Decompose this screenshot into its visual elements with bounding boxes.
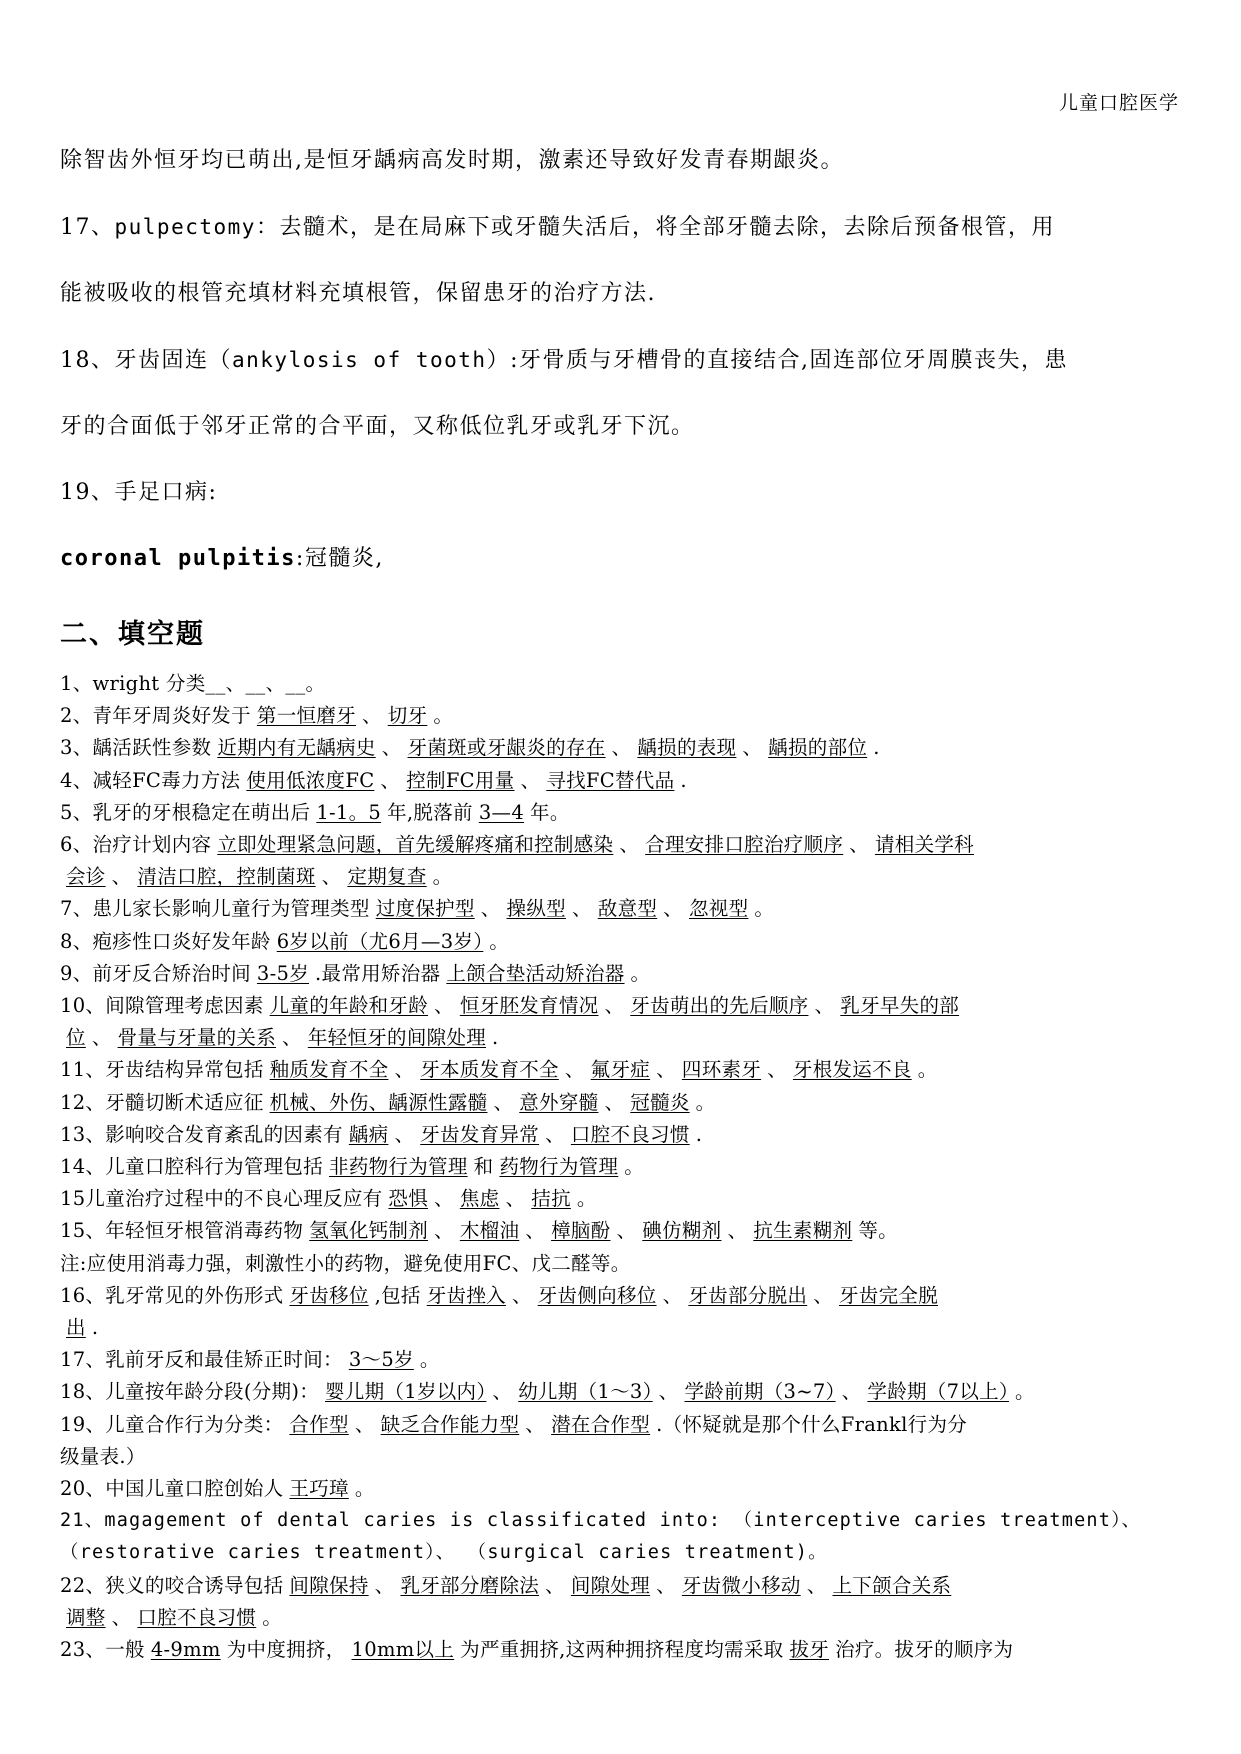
question-15a: 15儿童治疗过程中的不良心理反应有 恐惧 、 焦虑 、 拮抗 。 xyxy=(60,1187,597,1211)
question-13: 13、影响咬合发育紊乱的因素有 龋病 、 牙齿发育异常 、 口腔不良习惯 . xyxy=(60,1122,703,1146)
question-21: 21、magagement of dental caries is classificated into: （interceptive caries treatment）、 xyxy=(60,1510,1142,1532)
question-2: 2、青年牙周炎好发于 第一恒磨牙 、 切牙 。 xyxy=(60,704,454,728)
question-16-cont: 出 . xyxy=(66,1316,99,1340)
definitions-section xyxy=(60,128,1180,592)
section-title: 二、填空题 xyxy=(60,619,205,650)
definition-line: 牙的合面低于邻牙正常的合平面，又称低位乳牙或乳牙下沉。 xyxy=(60,414,695,439)
question-17: 17、乳前牙反和最佳矫正时间： 3～5岁 。 xyxy=(60,1348,440,1372)
note-line: 注:应使用消毒力强，刺激性小的药物，避免使用FC、戊二醛等。 xyxy=(60,1251,631,1275)
question-20: 20、中国儿童口腔创始人 王巧璋 。 xyxy=(60,1477,375,1501)
question-22-cont: 调整 、 口腔不良习惯 。 xyxy=(66,1605,283,1629)
question-6-cont: 会诊 、 清洁口腔，控制菌斑 、 定期复查 。 xyxy=(66,865,453,889)
question-9: 9、前牙反合矫治时间 3-5岁 .最常用矫治器 上颌合垫活动矫治器 。 xyxy=(60,961,651,985)
definition-17: 17、pulpectomy：去髓术，是在局麻下或牙髓失活后，将全部牙髓去除，去除后预备根管，用 xyxy=(60,215,1055,240)
question-8: 8、疱疹性口炎好发年龄 6岁以前（尤6月—3岁） 。 xyxy=(60,929,510,953)
question-10: 10、间隙管理考虑因素 儿童的年龄和牙龄 、 恒牙胚发育情况 、 牙齿萌出的先后顺序 、 乳牙早失的部 xyxy=(60,994,960,1018)
definition-18: 18、牙齿固连（ankylosis of tooth）:牙骨质与牙槽骨的直接结合,固连部位牙周膜丧失，患 xyxy=(60,348,1068,373)
question-16: 16、乳牙常见的外伤形式 牙齿移位 ,包括 牙齿挫入 、 牙齿侧向移位 、 牙齿部分脱出 、 牙齿完全脱 xyxy=(60,1283,939,1307)
definition-coronal-pulpitis: coronal pulpitis:冠髓炎, xyxy=(60,546,384,571)
question-6: 6、治疗计划内容 立即处理紧急问题，首先缓解疼痛和控制感染 、 合理安排口腔治疗顺序 、 请相关学科 xyxy=(60,833,974,857)
question-19-cont: 级量表.） xyxy=(60,1444,146,1468)
definition-line: 除智齿外恒牙均已萌出,是恒牙龋病高发时期，激素还导致好发青春期龈炎。 xyxy=(60,148,844,173)
question-3: 3、龋活跃性参数 近期内有无龋病史 、 牙菌斑或牙龈炎的存在 、 龋损的表现 、 龋损的部位 . xyxy=(60,736,880,760)
question-11: 11、牙齿结构异常包括 釉质发育不全 、 牙本质发育不全 、 氟牙症 、 四环素牙 、 牙根发运不良 。 xyxy=(60,1058,938,1082)
definition-19: 19、手足口病: xyxy=(60,480,218,505)
question-10-cont: 位 、 骨量与牙量的关系 、 年轻恒牙的间隙处理 . xyxy=(66,1026,499,1050)
question-12: 12、牙髓切断术适应征 机械、外伤、龋源性露髓 、 意外穿髓 、 冠髓炎 。 xyxy=(60,1090,716,1114)
running-header: 儿童口腔医学 xyxy=(1058,92,1179,114)
question-18: 18、儿童按年龄分段(分期)： 婴儿期（1岁以内） 、 幼儿期（1～3） 、 学龄前期（3~7） 、 学龄期（7以上） 。 xyxy=(60,1380,1035,1404)
fill-in-blank-list xyxy=(60,668,1185,1666)
definition-line: 能被吸收的根管充填材料充填根管，保留患牙的治疗方法. xyxy=(60,281,656,306)
question-21-cont: （restorative caries treatment）、 （surgical caries treatment)。 xyxy=(60,1542,828,1564)
question-7: 7、患儿家长影响儿童行为管理类型 过度保护型 、 操纵型 、 敌意型 、 忽视型 。 xyxy=(60,897,775,921)
question-14: 14、儿童口腔科行为管理包括 非药物行为管理 和 药物行为管理 。 xyxy=(60,1155,645,1179)
question-15b: 15、年轻恒牙根管消毒药物 氢氧化钙制剂 、 木榴油 、 樟脑酚 、 碘仿糊剂 、 抗生素糊剂 等。 xyxy=(60,1219,898,1243)
question-19: 19、儿童合作行为分类： 合作型 、 缺乏合作能力型 、 潜在合作型 .（怀疑就是那个什么Frankl行为分 xyxy=(60,1412,968,1436)
question-22: 22、狭义的咬合诱导包括 间隙保持 、 乳牙部分磨除法 、 间隙处理 、 牙齿微小移动 、 上下颌合关系 xyxy=(60,1573,952,1597)
question-1: 1、wright 分类__、__、__。 xyxy=(60,672,326,695)
question-23: 23、一般 4-9mm 为中度拥挤， 10mm以上 为严重拥挤,这两种拥挤程度均需采取 拔牙 治疗。拔牙的顺序为 xyxy=(60,1638,1014,1662)
question-4: 4、减轻FC毒力方法 使用低浓度FC 、 控制FC用量 、 寻找FC替代品 . xyxy=(60,768,687,792)
question-5: 5、乳牙的牙根稳定在萌出后 1-1。5 年,脱落前 3—4 年。 xyxy=(60,800,570,824)
